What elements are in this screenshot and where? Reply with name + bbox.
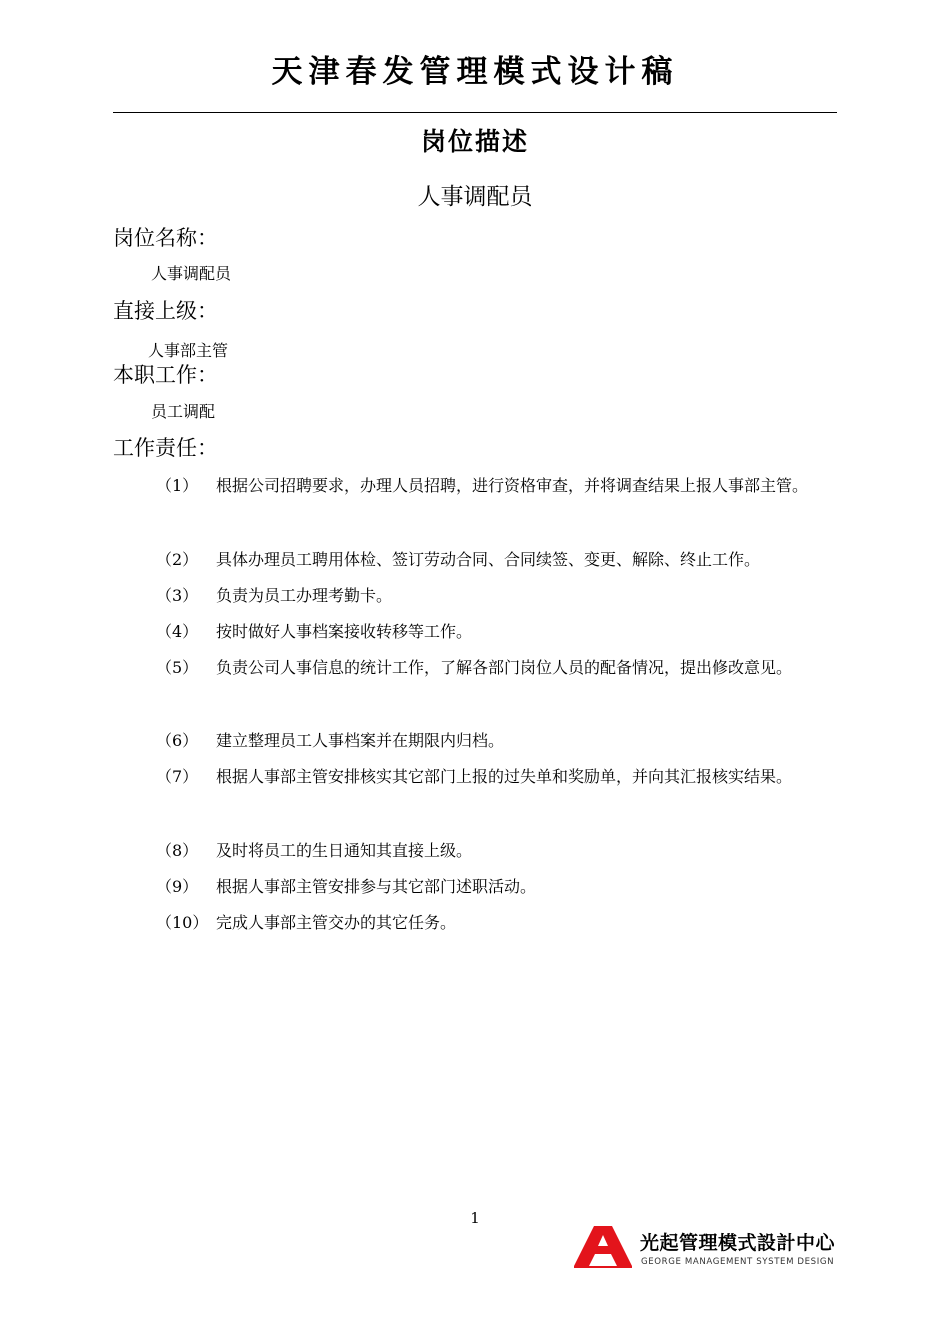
responsibility-number: （5） <box>156 658 199 677</box>
responsibility-item-3 <box>156 578 838 614</box>
responsibility-text: 根据人事部主管安排参与其它部门述职活动。 <box>216 877 537 896</box>
section-heading-responsibilities: 工作责任： <box>113 436 218 460</box>
responsibility-item-9 <box>156 869 838 905</box>
page-header-title: 天津春发管理模式设计稿 <box>271 54 679 90</box>
responsibility-text: 负责公司人事信息的统计工作，了解各部门岗位人员的配备情况，提出修改意见。 <box>216 658 793 677</box>
responsibility-number: （8） <box>156 841 199 860</box>
responsibility-text: 完成人事部主管交办的其它任务。 <box>216 913 457 932</box>
section-heading-position-name: 岗位名称： <box>113 226 218 250</box>
responsibility-number: （4） <box>156 622 199 641</box>
responsibility-item-7 <box>156 759 838 795</box>
header-divider <box>113 112 837 113</box>
page-number: 1 <box>470 1209 480 1227</box>
responsibility-number: （6） <box>156 731 199 750</box>
section-heading-supervisor: 直接上级： <box>113 299 218 323</box>
responsibility-item-8 <box>156 833 838 869</box>
logo-a-icon <box>574 1226 632 1268</box>
duty-value: 员工调配 <box>151 402 216 421</box>
logo-tagline: GEORGE MANAGEMENT SYSTEM DESIGN <box>641 1257 835 1267</box>
document-title: 岗位描述 <box>420 127 529 156</box>
responsibility-item-2 <box>156 542 838 578</box>
responsibility-item-1 <box>156 468 838 504</box>
document-subtitle: 人事调配员 <box>417 184 533 210</box>
responsibility-text: 按时做好人事档案接收转移等工作。 <box>216 622 473 641</box>
responsibility-item-4 <box>156 614 838 650</box>
responsibility-number: （10） <box>156 913 209 932</box>
responsibility-text: 负责为员工办理考勤卡。 <box>216 586 393 605</box>
responsibility-text: 建立整理员工人事档案并在期限内归档。 <box>216 731 505 750</box>
responsibility-text: 根据公司招聘要求，办理人员招聘，进行资格审查，并将调查结果上报人事部主管。 <box>216 476 809 495</box>
responsibility-text: 具体办理员工聘用体检、签订劳动合同、合同续签、变更、解除、终止工作。 <box>216 550 761 569</box>
company-logo <box>574 1226 840 1272</box>
responsibility-number: （3） <box>156 586 199 605</box>
responsibility-number: （2） <box>156 550 199 569</box>
position-name-value: 人事调配员 <box>151 264 232 283</box>
supervisor-value: 人事部主管 <box>148 341 229 360</box>
responsibility-text: 根据人事部主管安排核实其它部门上报的过失单和奖励单，并向其汇报核实结果。 <box>216 767 793 786</box>
responsibility-number: （1） <box>156 476 199 495</box>
responsibility-item-5 <box>156 650 838 686</box>
responsibility-item-6 <box>156 723 838 759</box>
responsibility-number: （7） <box>156 767 199 786</box>
responsibility-number: （9） <box>156 877 199 896</box>
section-heading-duty: 本职工作： <box>113 363 218 387</box>
logo-name: 光起管理模式設計中心 <box>640 1232 836 1254</box>
responsibility-text: 及时将员工的生日通知其直接上级。 <box>216 841 473 860</box>
responsibility-item-10 <box>156 905 838 941</box>
